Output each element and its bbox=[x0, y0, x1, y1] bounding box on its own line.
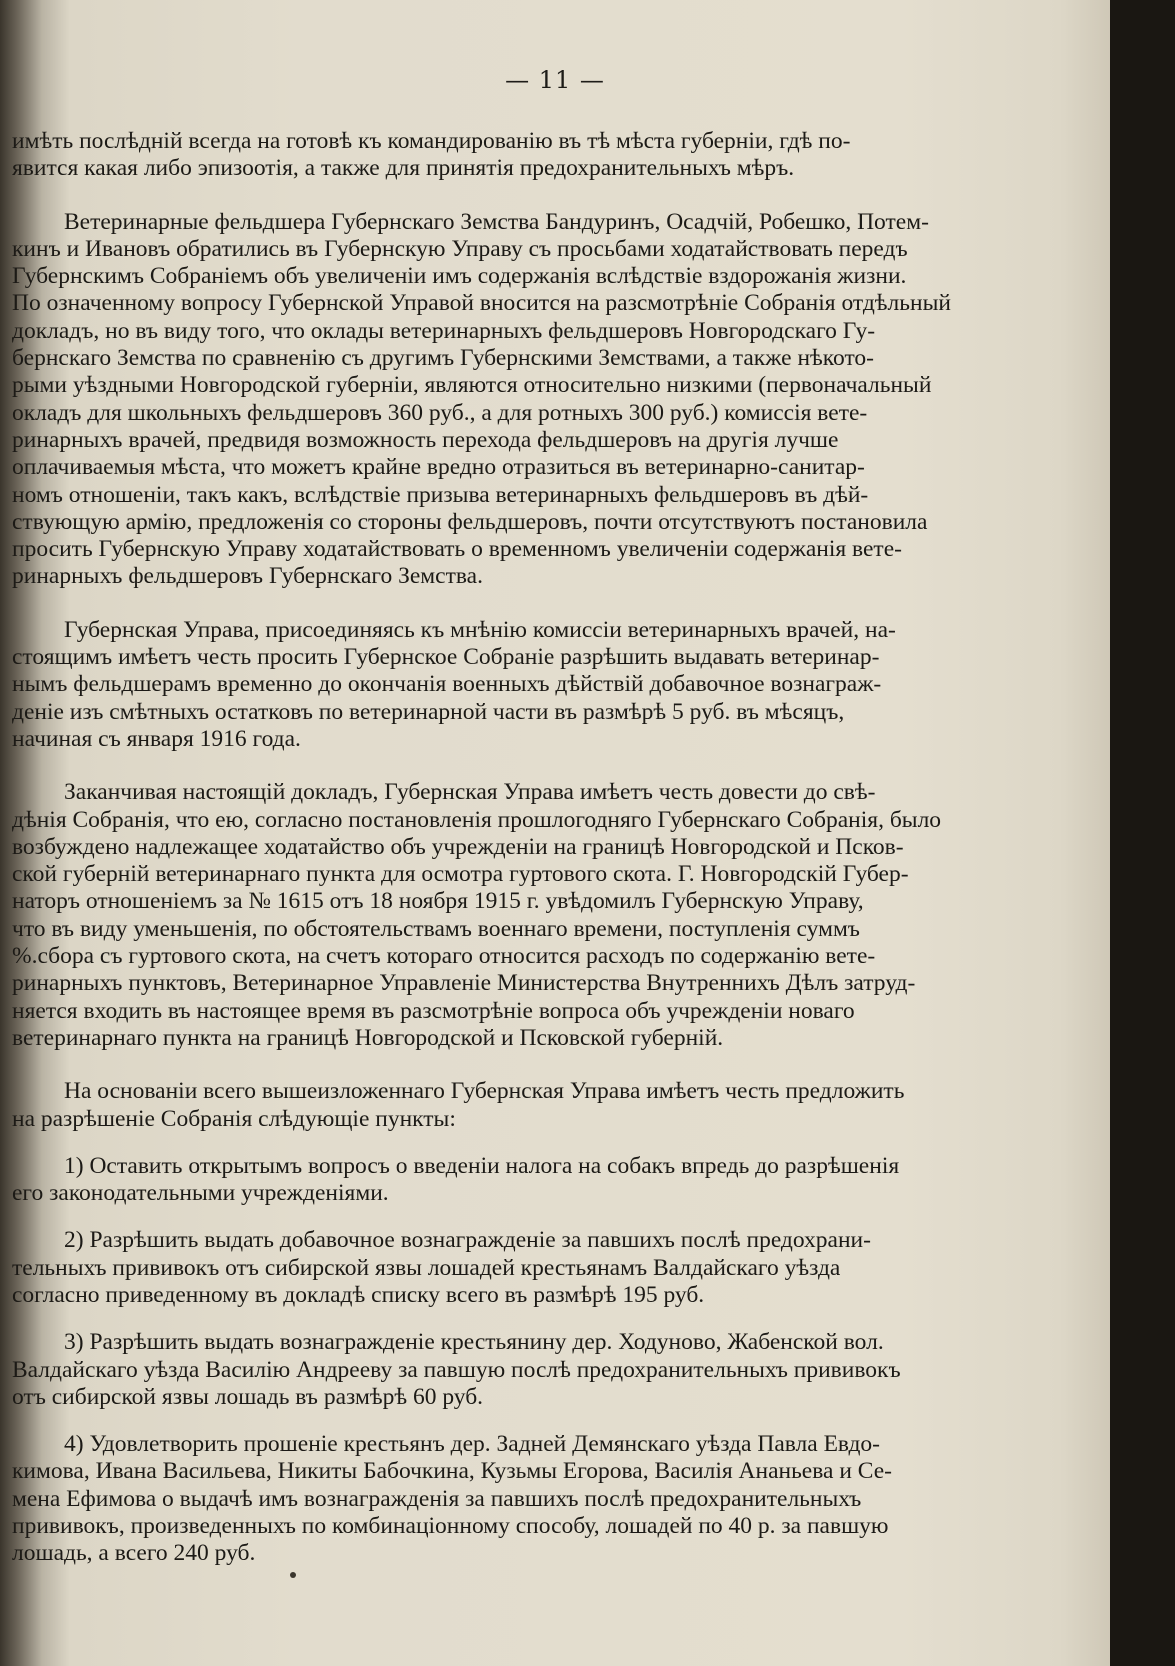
text-line: ской губерній ветеринарнаго пункта для осмотра гуртового скота. Г. Новгородскій Губер- bbox=[12, 861, 909, 888]
page-number: — 11 — bbox=[505, 66, 605, 94]
text-line: бернскаго Земства по сравненію съ другимъ Губернскими Земствами, а также нѣкото- bbox=[12, 345, 874, 372]
proposal-item-1 bbox=[12, 1153, 1110, 1208]
text-line: 4) Удовлетворить прошеніе крестьянъ дер. Задней Демянскаго уѣзда Павла Евдо- bbox=[64, 1431, 880, 1458]
text-line: мена Ефимова о выдачѣ имъ вознагражденія за павшихъ послѣ предохранительныхъ bbox=[12, 1485, 862, 1512]
text-line: ринарныхъ фельдшеровъ Губернскаго Земства. bbox=[12, 563, 483, 590]
text-line: нымъ фельдшерамъ временно до окончанія военныхъ дѣйствій добавочное вознаграж- bbox=[12, 671, 882, 698]
text-line: стоящимъ имѣетъ честь просить Губернское Собраніе разрѣшить выдавать ветеринар- bbox=[12, 644, 880, 671]
text-line: %.сбора съ гуртового скота, на счетъ котораго относится расходъ по содержанію вете- bbox=[12, 943, 876, 970]
text-line: ринарныхъ пунктовъ, Ветеринарное Управленіе Министерства Внутреннихъ Дѣлъ затруд- bbox=[12, 970, 916, 997]
text-line: дѣнія Собранія, что ею, согласно постановленія прошлогодняго Губернскаго Собранія, было bbox=[12, 806, 942, 833]
text-line: кинъ и Ивановъ обратились въ Губернскую Управу съ просьбами ходатайствовать передъ bbox=[12, 235, 908, 262]
text-line: Ветеринарные фельдшера Губернскаго Земства Бандуринъ, Осадчій, Робешко, Потем- bbox=[64, 208, 929, 235]
proposal-item-4 bbox=[12, 1431, 1110, 1567]
text-line: просить Губернскую Управу ходатайствовать о временномъ увеличеніи содержанія вете- bbox=[12, 536, 902, 563]
text-line: рыми уѣздными Новгородской губерніи, являются относительно низкими (первоначальный bbox=[12, 372, 932, 399]
paragraph-board-request bbox=[12, 617, 1110, 753]
text-line: ветеринарнаго пункта на границѣ Новгородской и Псковской губерній. bbox=[12, 1024, 724, 1051]
text-line: Заканчивая настоящій докладъ, Губернская Управа имѣетъ честь довести до свѣ- bbox=[64, 779, 876, 806]
paragraph-proposal-intro bbox=[12, 1078, 1110, 1133]
paragraph-feldshers-petition bbox=[12, 209, 1110, 591]
paragraph-veterinary-point bbox=[12, 779, 1110, 1052]
proposal-item-3 bbox=[12, 1329, 1110, 1411]
text-line: деніе изъ смѣтныхъ остатковъ по ветеринарной части въ размѣрѣ 5 руб. въ мѣсяцъ, bbox=[12, 698, 845, 725]
text-line: Валдайскаго уѣзда Василію Андрееву за павшую послѣ предохранительныхъ прививокъ bbox=[12, 1356, 901, 1383]
text-line: имѣть послѣдній всегда на готовѣ къ командированію въ тѣ мѣста губерніи, гдѣ по- bbox=[12, 128, 851, 154]
text-line: явится какая либо эпизоотія, а также для принятія предохранительныхъ мѣръ. bbox=[12, 155, 795, 182]
text-line: прививокъ, произведенныхъ по комбинаціонному способу, лошадей по 40 р. за павшую bbox=[12, 1513, 889, 1540]
text-line: тельныхъ прививокъ отъ сибирской язвы лошадей крестьянамъ Валдайскаго уѣзда bbox=[12, 1254, 841, 1281]
text-line: отъ сибирской язвы лошадь въ размѣрѣ 60 руб. bbox=[12, 1383, 484, 1410]
text-line: начиная съ января 1916 года. bbox=[12, 725, 301, 752]
text-line: 1) Оставить открытымъ вопросъ о введеніи налога на собакъ впредь до разрѣшенія bbox=[64, 1152, 900, 1179]
text-line: согласно приведенному въ докладѣ списку всего въ размѣрѣ 195 руб. bbox=[12, 1281, 705, 1308]
document-body bbox=[12, 128, 1110, 1568]
text-line: Губернскимъ Собраніемъ объ увеличеніи имъ содержанія вслѣдствіе вздорожанія жизни. bbox=[12, 263, 907, 290]
text-line: кимова, Ивана Васильева, Никиты Бабочкина, Кузьмы Егорова, Василія Ананьева и Се- bbox=[12, 1458, 892, 1485]
text-line: 2) Разрѣшить выдать добавочное вознагражденіе за павшихъ послѣ предохрани- bbox=[64, 1227, 871, 1254]
text-line: что въ виду уменьшенія, по обстоятельствамъ военнаго времени, поступленія суммъ bbox=[12, 915, 860, 942]
text-line: лошадь, а всего 240 руб. bbox=[12, 1540, 256, 1567]
text-line: На основаніи всего вышеизложеннаго Губернская Управа имѣетъ честь предложить bbox=[64, 1078, 905, 1105]
text-line: 3) Разрѣшить выдать вознагражденіе крестьянину дер. Ходуново, Жабенской вол. bbox=[64, 1329, 884, 1356]
text-line: наторъ отношеніемъ за № 1615 отъ 18 ноября 1915 г. увѣдомилъ Губернскую Управу, bbox=[12, 888, 864, 915]
text-line: окладъ для школьныхъ фельдшеровъ 360 руб., а для ротныхъ 300 руб.) комиссія вете- bbox=[12, 399, 868, 426]
ink-speck bbox=[290, 1572, 296, 1578]
text-line: По означенному вопросу Губернской Управой вносится на разсмотрѣніе Собранія отдѣльный bbox=[12, 290, 951, 317]
text-line: ринарныхъ врачей, предвидя возможность перехода фельдшеровъ на другія лучше bbox=[12, 426, 839, 453]
text-line: номъ отношеніи, такъ какъ, вслѣдствіе призыва ветеринарныхъ фельдшеровъ въ дѣй- bbox=[12, 481, 869, 508]
text-line: его законодательными учрежденіями. bbox=[12, 1180, 389, 1207]
paragraph-continuation bbox=[12, 128, 1110, 183]
text-line: докладъ, но въ виду того, что оклады ветеринарныхъ фельдшеровъ Новгородскаго Гу- bbox=[12, 317, 876, 344]
proposal-item-2 bbox=[12, 1227, 1110, 1309]
text-line: няется входить въ настоящее время въ разсмотрѣніе вопроса объ учрежденіи новаго bbox=[12, 997, 855, 1024]
text-line: возбуждено надлежащее ходатайство объ учрежденіи на границѣ Новгородской и Псков- bbox=[12, 833, 904, 860]
text-line: оплачиваемыя мѣста, что можетъ крайне вредно отразиться въ ветеринарно-санитар- bbox=[12, 454, 865, 481]
text-line: ствующую армію, предложенія со стороны фельдшеровъ, почти отсутствуютъ постановила bbox=[12, 508, 928, 535]
text-line: Губернская Управа, присоединяясь къ мнѣнію комиссіи ветеринарныхъ врачей, на- bbox=[64, 616, 896, 643]
text-line: на разрѣшеніе Собранія слѣдующіе пункты: bbox=[12, 1105, 456, 1132]
